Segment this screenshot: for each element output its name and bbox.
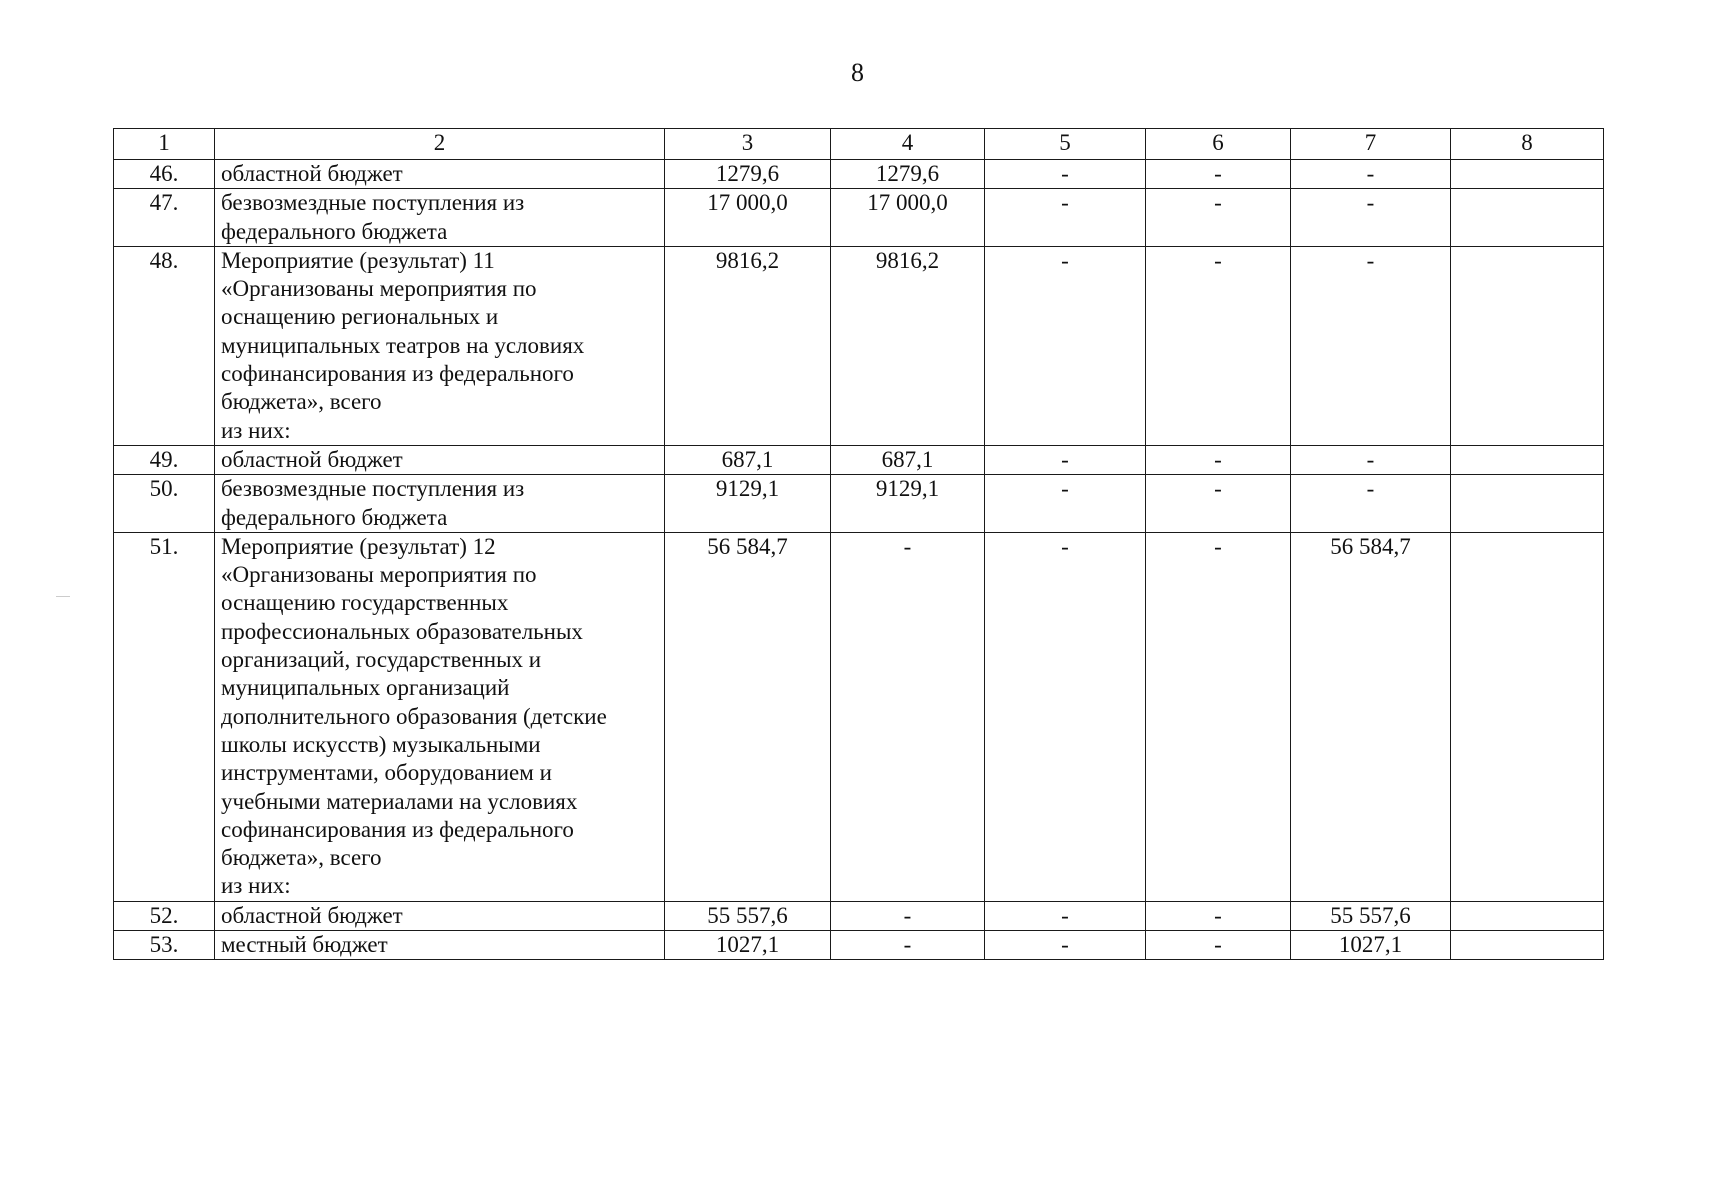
value-cell-c7: - (1291, 189, 1451, 247)
value-cell-c6: - (1146, 246, 1291, 445)
value-cell-c3: 687,1 (665, 445, 831, 474)
table-row (114, 246, 1604, 445)
value-cell-c4: - (831, 931, 985, 960)
row-name-line: «Организованы мероприятия по (221, 276, 537, 302)
value-cell-c7: 56 584,7 (1291, 532, 1451, 901)
row-number-cell: 50. (114, 475, 215, 533)
table-row (114, 445, 1604, 474)
value-cell-c4: 9129,1 (831, 475, 985, 533)
row-name-line: муниципальных театров на условиях (221, 332, 585, 358)
value-cell-c6: - (1146, 931, 1291, 960)
header-cell: 7 (1291, 129, 1451, 160)
row-name-line: местный бюджет (221, 932, 388, 958)
value-cell-c5: - (985, 532, 1146, 901)
header-cell: 5 (985, 129, 1146, 160)
row-name-line: Мероприятие (результат) 11 (221, 247, 495, 273)
value-cell-c7: - (1291, 246, 1451, 445)
value-cell-c6: - (1146, 160, 1291, 189)
row-name-line: профессиональных образовательных (221, 618, 583, 644)
header-cell: 4 (831, 129, 985, 160)
value-cell-c5: - (985, 189, 1146, 247)
value-cell-c8 (1451, 246, 1604, 445)
row-name-cell (215, 445, 665, 474)
value-cell-c6: - (1146, 445, 1291, 474)
row-name-line: инструментами, оборудованием и (221, 760, 552, 786)
value-cell-c6: - (1146, 532, 1291, 901)
value-cell-c5: - (985, 160, 1146, 189)
value-cell-c4: 17 000,0 (831, 189, 985, 247)
value-cell-c5: - (985, 475, 1146, 533)
value-cell-c4: 1279,6 (831, 160, 985, 189)
value-cell-c8 (1451, 901, 1604, 930)
row-name-line: организаций, государственных и (221, 647, 542, 673)
table-row (114, 532, 1604, 901)
row-name-line: «Организованы мероприятия по (221, 562, 537, 588)
row-name-line: школы искусств) музыкальными (221, 731, 541, 757)
row-name-cell (215, 901, 665, 930)
row-name-line: из них: (221, 873, 291, 899)
header-cell: 3 (665, 129, 831, 160)
budget-table (113, 128, 1604, 960)
row-name-line: областной бюджет (221, 446, 403, 472)
row-name-line: из них: (221, 417, 291, 443)
value-cell-c3: 1027,1 (665, 931, 831, 960)
value-cell-c3: 9129,1 (665, 475, 831, 533)
table-row (114, 160, 1604, 189)
row-name-line: софинансирования из федерального (221, 361, 574, 387)
value-cell-c7: - (1291, 160, 1451, 189)
value-cell-c4: 9816,2 (831, 246, 985, 445)
row-name-cell (215, 189, 665, 247)
row-number-cell: 52. (114, 901, 215, 930)
row-name-cell (215, 246, 665, 445)
row-name-line: оснащению государственных (221, 590, 509, 616)
value-cell-c3: 9816,2 (665, 246, 831, 445)
row-name-line: муниципальных организаций (221, 675, 510, 701)
table-row (114, 475, 1604, 533)
row-name-cell (215, 160, 665, 189)
value-cell-c5: - (985, 931, 1146, 960)
value-cell-c8 (1451, 445, 1604, 474)
row-number-cell: 49. (114, 445, 215, 474)
table-row (114, 901, 1604, 930)
table-body (114, 129, 1604, 960)
row-name-line: безвозмездные поступления из (221, 190, 525, 216)
value-cell-c8 (1451, 160, 1604, 189)
row-number-cell: 53. (114, 931, 215, 960)
row-name-line: оснащению региональных и (221, 304, 499, 330)
row-name-line: безвозмездные поступления из (221, 476, 525, 502)
value-cell-c8 (1451, 189, 1604, 247)
row-name-line: областной бюджет (221, 161, 403, 186)
value-cell-c5: - (985, 246, 1146, 445)
row-name-line: федерального бюджета (221, 504, 448, 530)
value-cell-c4: - (831, 901, 985, 930)
value-cell-c3: 56 584,7 (665, 532, 831, 901)
row-name-cell (215, 475, 665, 533)
row-name-line: областной бюджет (221, 902, 403, 928)
value-cell-c6: - (1146, 901, 1291, 930)
value-cell-c8 (1451, 475, 1604, 533)
header-cell: 1 (114, 129, 215, 160)
table-row (114, 931, 1604, 960)
row-number-cell: 51. (114, 532, 215, 901)
value-cell-c7: - (1291, 445, 1451, 474)
value-cell-c3: 1279,6 (665, 160, 831, 189)
row-name-line: учебными материалами на условиях (221, 788, 578, 814)
value-cell-c6: - (1146, 475, 1291, 533)
margin-mark (56, 596, 70, 597)
value-cell-c3: 55 557,6 (665, 901, 831, 930)
row-number-cell: 46. (114, 160, 215, 189)
table-row (114, 189, 1604, 247)
row-name-cell (215, 931, 665, 960)
row-number-cell: 47. (114, 189, 215, 247)
value-cell-c5: - (985, 901, 1146, 930)
value-cell-c5: - (985, 445, 1146, 474)
table-header-row (114, 129, 1604, 160)
row-name-cell (215, 532, 665, 901)
value-cell-c6: - (1146, 189, 1291, 247)
page-number: 8 (851, 58, 864, 87)
value-cell-c4: - (831, 532, 985, 901)
row-name-line: федерального бюджета (221, 218, 448, 244)
row-number-cell: 48. (114, 246, 215, 445)
header-cell: 2 (215, 129, 665, 160)
row-name-line: бюджета», всего (221, 389, 382, 415)
value-cell-c7: 1027,1 (1291, 931, 1451, 960)
row-name-line: бюджета», всего (221, 845, 382, 871)
value-cell-c7: - (1291, 475, 1451, 533)
header-cell: 6 (1146, 129, 1291, 160)
row-name-line: софинансирования из федерального (221, 816, 574, 842)
value-cell-c4: 687,1 (831, 445, 985, 474)
value-cell-c8 (1451, 931, 1604, 960)
header-cell: 8 (1451, 129, 1604, 160)
row-name-line: дополнительного образования (детские (221, 703, 607, 729)
row-name-line: Мероприятие (результат) 12 (221, 533, 496, 559)
value-cell-c8 (1451, 532, 1604, 901)
value-cell-c3: 17 000,0 (665, 189, 831, 247)
value-cell-c7: 55 557,6 (1291, 901, 1451, 930)
